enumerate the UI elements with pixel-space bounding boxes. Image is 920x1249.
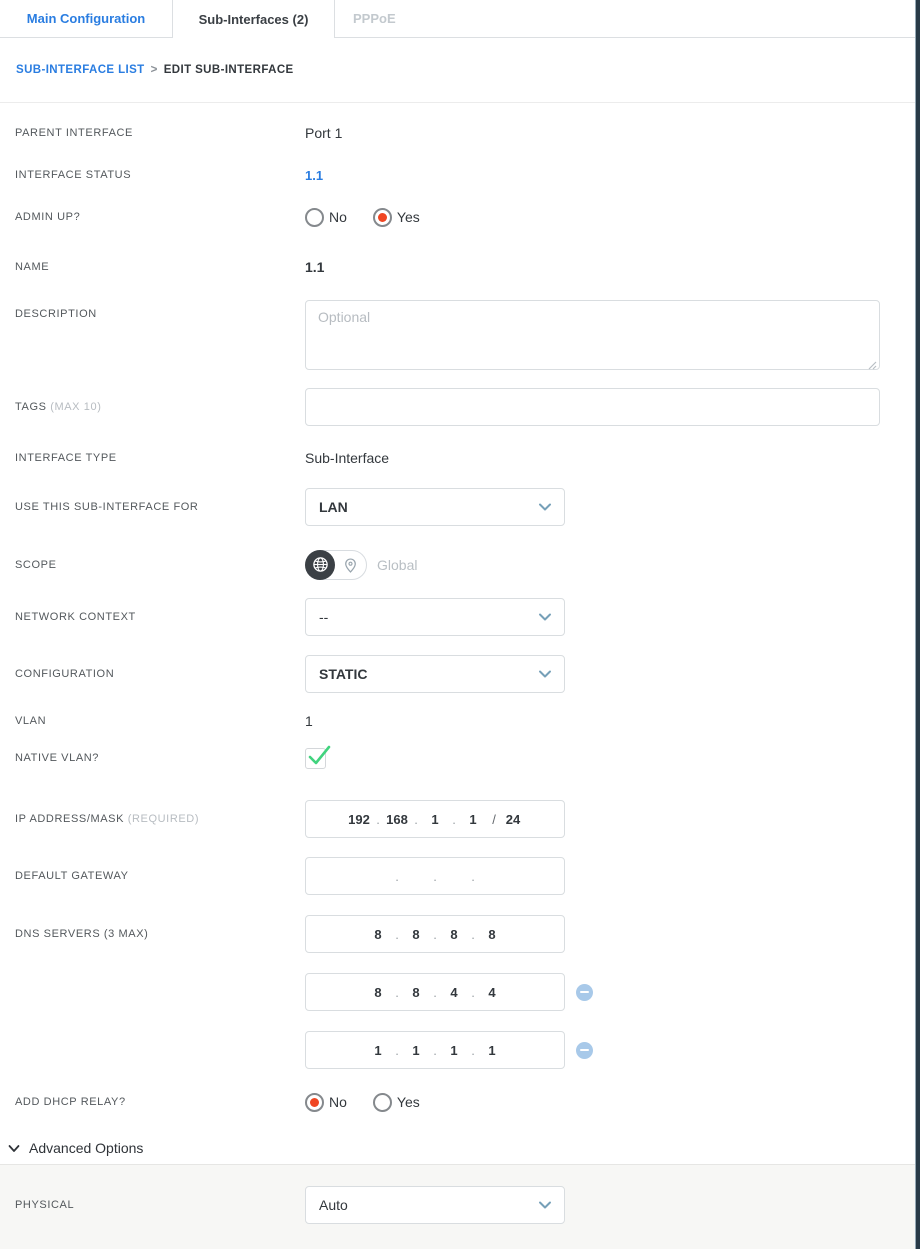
octet-separator	[468, 985, 478, 1000]
breadcrumb-edit-sub-interface: EDIT SUB-INTERFACE	[163, 64, 294, 76]
row-interface-type	[0, 448, 920, 468]
row-use-for	[0, 488, 920, 526]
admin-up-option-no[interactable]: No	[305, 208, 347, 227]
breadcrumb	[0, 38, 920, 103]
octet-separator	[392, 1043, 402, 1058]
breadcrumb-separator: >	[150, 64, 158, 76]
tags-label: TAGS (MAX 10)	[15, 401, 102, 413]
octet-separator	[468, 1043, 478, 1058]
row-parent-interface	[0, 123, 920, 143]
row-physical	[0, 1186, 920, 1224]
admin-up-radio-group	[305, 208, 420, 227]
octet-separator	[449, 812, 459, 827]
admin-up-label: ADMIN UP?	[15, 211, 81, 223]
scope-label: SCOPE	[15, 559, 57, 571]
chevron-down-icon	[538, 502, 552, 512]
row-interface-status	[0, 165, 920, 185]
use-for-label: USE THIS SUB-INTERFACE FOR	[15, 501, 199, 513]
native-vlan-checkbox[interactable]	[305, 748, 326, 769]
octet-separator	[430, 927, 440, 942]
default-gateway-label: DEFAULT GATEWAY	[15, 870, 129, 882]
row-admin-up	[0, 205, 920, 229]
right-edge-panel-border	[915, 0, 920, 1249]
octet-separator	[430, 869, 440, 884]
row-name	[0, 257, 920, 277]
octet-separator	[468, 927, 478, 942]
interface-status-label: INTERFACE STATUS	[15, 169, 132, 181]
radio-selected-icon[interactable]	[373, 208, 392, 227]
row-ip-address-mask	[0, 800, 920, 838]
row-configuration	[0, 655, 920, 693]
parent-interface-label: PARENT INTERFACE	[15, 127, 133, 139]
admin-up-option-yes[interactable]: Yes	[373, 208, 420, 227]
octet-separator	[392, 927, 402, 942]
ip-address-mask-label: IP ADDRESS/MASK (REQUIRED)	[15, 813, 200, 825]
chevron-down-icon	[538, 612, 552, 622]
physical-dropdown[interactable]: Auto	[305, 1186, 565, 1224]
configuration-label: CONFIGURATION	[15, 668, 115, 680]
row-dns-server-2	[0, 973, 920, 1011]
advanced-options-toggle[interactable]	[0, 1140, 920, 1156]
advanced-options-label: Advanced Options	[29, 1140, 144, 1156]
globe-icon[interactable]	[305, 550, 335, 580]
tab-bar	[0, 0, 920, 38]
default-gateway-input[interactable]	[305, 857, 565, 895]
dhcp-relay-option-no[interactable]: No	[305, 1093, 347, 1112]
row-dns-server-3	[0, 1031, 920, 1069]
network-context-label: NETWORK CONTEXT	[15, 611, 136, 623]
radio-selected-icon[interactable]	[305, 1093, 324, 1112]
required-hint: (REQUIRED)	[127, 813, 200, 825]
check-icon	[308, 744, 332, 768]
tab-sub-interfaces[interactable]: Sub-Interfaces (2)	[173, 0, 335, 38]
tags-input[interactable]	[305, 388, 880, 426]
configuration-dropdown[interactable]: STATIC	[305, 655, 565, 693]
location-pin-icon[interactable]	[335, 558, 366, 573]
name-label: NAME	[15, 261, 50, 273]
ip-address-mask-input[interactable]: 192 . 168 . 1 . 1 / 24	[305, 800, 565, 838]
description-label: DESCRIPTION	[15, 308, 97, 320]
octet-separator	[468, 869, 478, 884]
dns-server-2-input[interactable]: 8 . 8 . 4 . 4	[305, 973, 565, 1011]
tab-pppoe: PPPoE	[335, 0, 431, 38]
physical-label: PHYSICAL	[15, 1199, 75, 1211]
chevron-down-icon	[8, 1144, 20, 1153]
radio-icon[interactable]	[305, 208, 324, 227]
row-native-vlan	[0, 745, 920, 771]
remove-dns-server-2-button[interactable]	[576, 984, 593, 1001]
breadcrumb-sub-interface-list[interactable]: SUB-INTERFACE LIST	[16, 64, 145, 76]
octet-separator	[392, 869, 402, 884]
advanced-options-panel	[0, 1164, 920, 1249]
interface-type-label: INTERFACE TYPE	[15, 452, 117, 464]
row-dns-server-1	[0, 915, 920, 953]
row-default-gateway	[0, 857, 920, 895]
description-input[interactable]	[305, 300, 880, 370]
chevron-down-icon	[538, 669, 552, 679]
scope-toggle[interactable]	[305, 550, 367, 580]
row-dhcp-relay	[0, 1090, 920, 1114]
mask-separator	[487, 812, 501, 827]
row-scope	[0, 550, 920, 580]
tab-bar-filler	[431, 0, 920, 38]
octet-separator	[430, 1043, 440, 1058]
parent-interface-value: Port 1	[305, 125, 343, 141]
remove-dns-server-3-button[interactable]	[576, 1042, 593, 1059]
edit-sub-interface-form	[0, 103, 920, 1249]
row-tags	[0, 388, 920, 426]
chevron-down-icon	[538, 1200, 552, 1210]
dns-server-1-input[interactable]: 8 . 8 . 8 . 8	[305, 915, 565, 953]
dhcp-relay-label: ADD DHCP RELAY?	[15, 1096, 126, 1108]
dhcp-relay-radio-group	[305, 1093, 420, 1112]
vlan-label: VLAN	[15, 715, 47, 727]
dns-server-3-input[interactable]: 1 . 1 . 1 . 1	[305, 1031, 565, 1069]
tags-hint: (MAX 10)	[50, 401, 102, 413]
native-vlan-label: NATIVE VLAN?	[15, 752, 100, 764]
network-context-dropdown[interactable]: --	[305, 598, 565, 636]
octet-separator	[373, 812, 383, 827]
name-value: 1.1	[305, 259, 325, 275]
tab-main-configuration[interactable]: Main Configuration	[0, 0, 173, 38]
dns-servers-label: DNS SERVERS (3 MAX)	[15, 928, 149, 940]
octet-separator	[430, 985, 440, 1000]
interface-type-value: Sub-Interface	[305, 450, 390, 466]
interface-status-link[interactable]: 1.1	[305, 167, 324, 183]
octet-separator	[411, 812, 421, 827]
use-for-dropdown[interactable]: LAN	[305, 488, 565, 526]
row-network-context	[0, 598, 920, 636]
radio-icon[interactable]	[373, 1093, 392, 1112]
dhcp-relay-option-yes[interactable]: Yes	[373, 1093, 420, 1112]
scope-value: Global	[377, 557, 418, 573]
row-vlan	[0, 711, 920, 731]
vlan-value: 1	[305, 713, 313, 729]
row-description	[0, 300, 920, 375]
octet-separator	[392, 985, 402, 1000]
